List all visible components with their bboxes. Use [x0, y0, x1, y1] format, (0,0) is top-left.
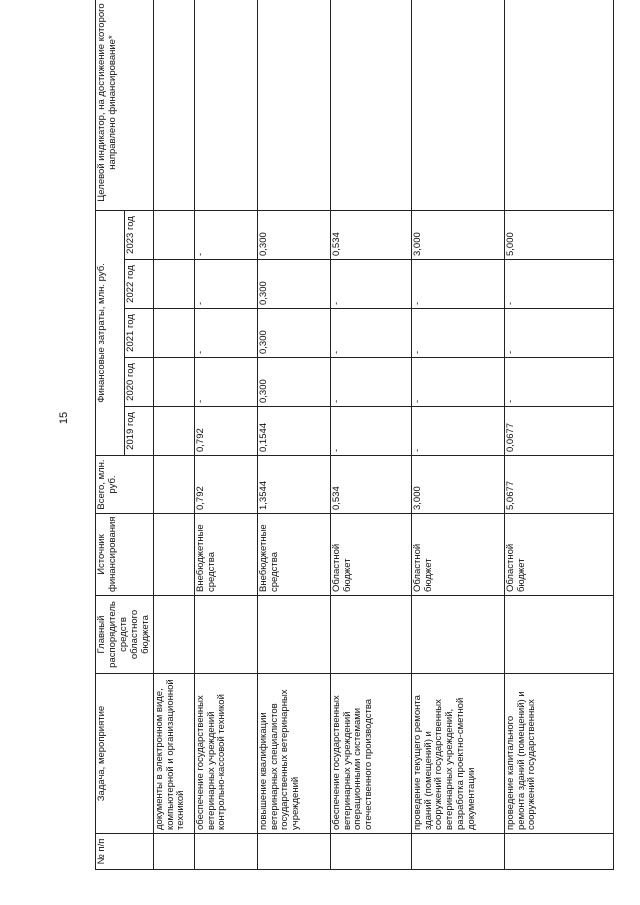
cell-num — [504, 834, 613, 870]
cell-2019: 0,1544 — [257, 407, 330, 456]
table-row — [257, 0, 330, 870]
cell-num — [330, 834, 411, 870]
cell-2021: - — [504, 309, 613, 358]
cell-total: 3,000 — [411, 456, 504, 514]
header-year-2020: 2020 год — [124, 358, 153, 407]
cell-indicator — [330, 0, 411, 211]
header-fin-group: Финансовые затраты, млн. руб. — [96, 211, 125, 456]
cell-2019 — [153, 407, 194, 456]
table-row — [411, 0, 504, 870]
cell-num — [153, 834, 194, 870]
cell-manager — [330, 596, 411, 674]
rotated-page — [95, 3, 605, 870]
cell-2021 — [153, 309, 194, 358]
cell-2022: - — [411, 260, 504, 309]
cell-indicator — [194, 0, 257, 211]
cell-2019: - — [330, 407, 411, 456]
cell-source: Областной бюджет — [411, 514, 504, 596]
cell-task: проведение капитального ремонта зданий (помещений) и сооружений государственных — [504, 674, 613, 834]
cell-task: обеспечение государственных ветеринарных учреждений операционными системами отечественного производства — [330, 674, 411, 834]
header-year-2022: 2022 год — [124, 260, 153, 309]
cell-2021: - — [330, 309, 411, 358]
cell-task: обеспечение государственных ветеринарных учреждений контрольно-кассовой техникой — [194, 674, 257, 834]
cell-2023: 3,000 — [411, 211, 504, 260]
header-manager: Главный распорядитель средств областного бюджета — [96, 596, 154, 674]
cell-2022: - — [504, 260, 613, 309]
header-source: Источник финансирования — [96, 514, 154, 596]
header-year-2023: 2023 год — [124, 211, 153, 260]
cell-task: повышение квалификации ветеринарных специалистов государственных ветеринарных учреждений — [257, 674, 330, 834]
header-year-2021: 2021 год — [124, 309, 153, 358]
cell-2022: 0,300 — [257, 260, 330, 309]
cell-indicator — [257, 0, 330, 211]
cell-2020: - — [411, 358, 504, 407]
cell-num — [257, 834, 330, 870]
cell-total: 0,534 — [330, 456, 411, 514]
cell-2019: 0,0677 — [504, 407, 613, 456]
cell-2020 — [153, 358, 194, 407]
cell-2021: 0,300 — [257, 309, 330, 358]
cell-total: 0,792 — [194, 456, 257, 514]
financing-table — [95, 0, 614, 870]
cell-2019: 0,792 — [194, 407, 257, 456]
header-total: Всего, млн. руб. — [96, 456, 154, 514]
cell-indicator — [504, 0, 613, 211]
cell-2023: 0,534 — [330, 211, 411, 260]
cell-2022 — [153, 260, 194, 309]
cell-total — [153, 456, 194, 514]
header-year-2019: 2019 год — [124, 407, 153, 456]
cell-2019: - — [411, 407, 504, 456]
cell-num — [194, 834, 257, 870]
cell-num — [411, 834, 504, 870]
cell-2023: 5,000 — [504, 211, 613, 260]
cell-2021: - — [411, 309, 504, 358]
table-row — [330, 0, 411, 870]
cell-2022: - — [194, 260, 257, 309]
cell-2020: - — [330, 358, 411, 407]
cell-source — [153, 514, 194, 596]
cell-2022: - — [330, 260, 411, 309]
cell-manager — [504, 596, 613, 674]
cell-indicator — [153, 0, 194, 211]
cell-2020: - — [194, 358, 257, 407]
page-number: 15 — [58, 411, 71, 425]
cell-task: проведение текущего ремонта зданий (помещений) и сооружений государственных ветеринарных учреждений, разработка проектно-сметной документации — [411, 674, 504, 834]
header-task: Задача, мероприятие — [96, 674, 154, 834]
cell-source: Внебюджетные средства — [194, 514, 257, 596]
cell-2021: - — [194, 309, 257, 358]
table-row — [504, 0, 613, 870]
cell-source: Внебюджетные средства — [257, 514, 330, 596]
cell-source: Областной бюджет — [330, 514, 411, 596]
table-row — [194, 0, 257, 870]
cell-manager — [153, 596, 194, 674]
cell-2020: - — [504, 358, 613, 407]
cell-task: документы в электронном виде, компьютерной и организационной техникой — [153, 674, 194, 834]
cell-total: 1,3544 — [257, 456, 330, 514]
cell-total: 5,0677 — [504, 456, 613, 514]
header-num: № п/п — [96, 834, 154, 870]
cell-2023: - — [194, 211, 257, 260]
cell-manager — [194, 596, 257, 674]
cell-manager — [257, 596, 330, 674]
header-indicator: Целевой индикатор, на достижение которого направлено финансирование* — [96, 0, 154, 211]
table-row — [153, 0, 194, 870]
cell-source: Областной бюджет — [504, 514, 613, 596]
cell-indicator — [411, 0, 504, 211]
cell-2023 — [153, 211, 194, 260]
cell-2023: 0,300 — [257, 211, 330, 260]
cell-2020: 0,300 — [257, 358, 330, 407]
cell-manager — [411, 596, 504, 674]
